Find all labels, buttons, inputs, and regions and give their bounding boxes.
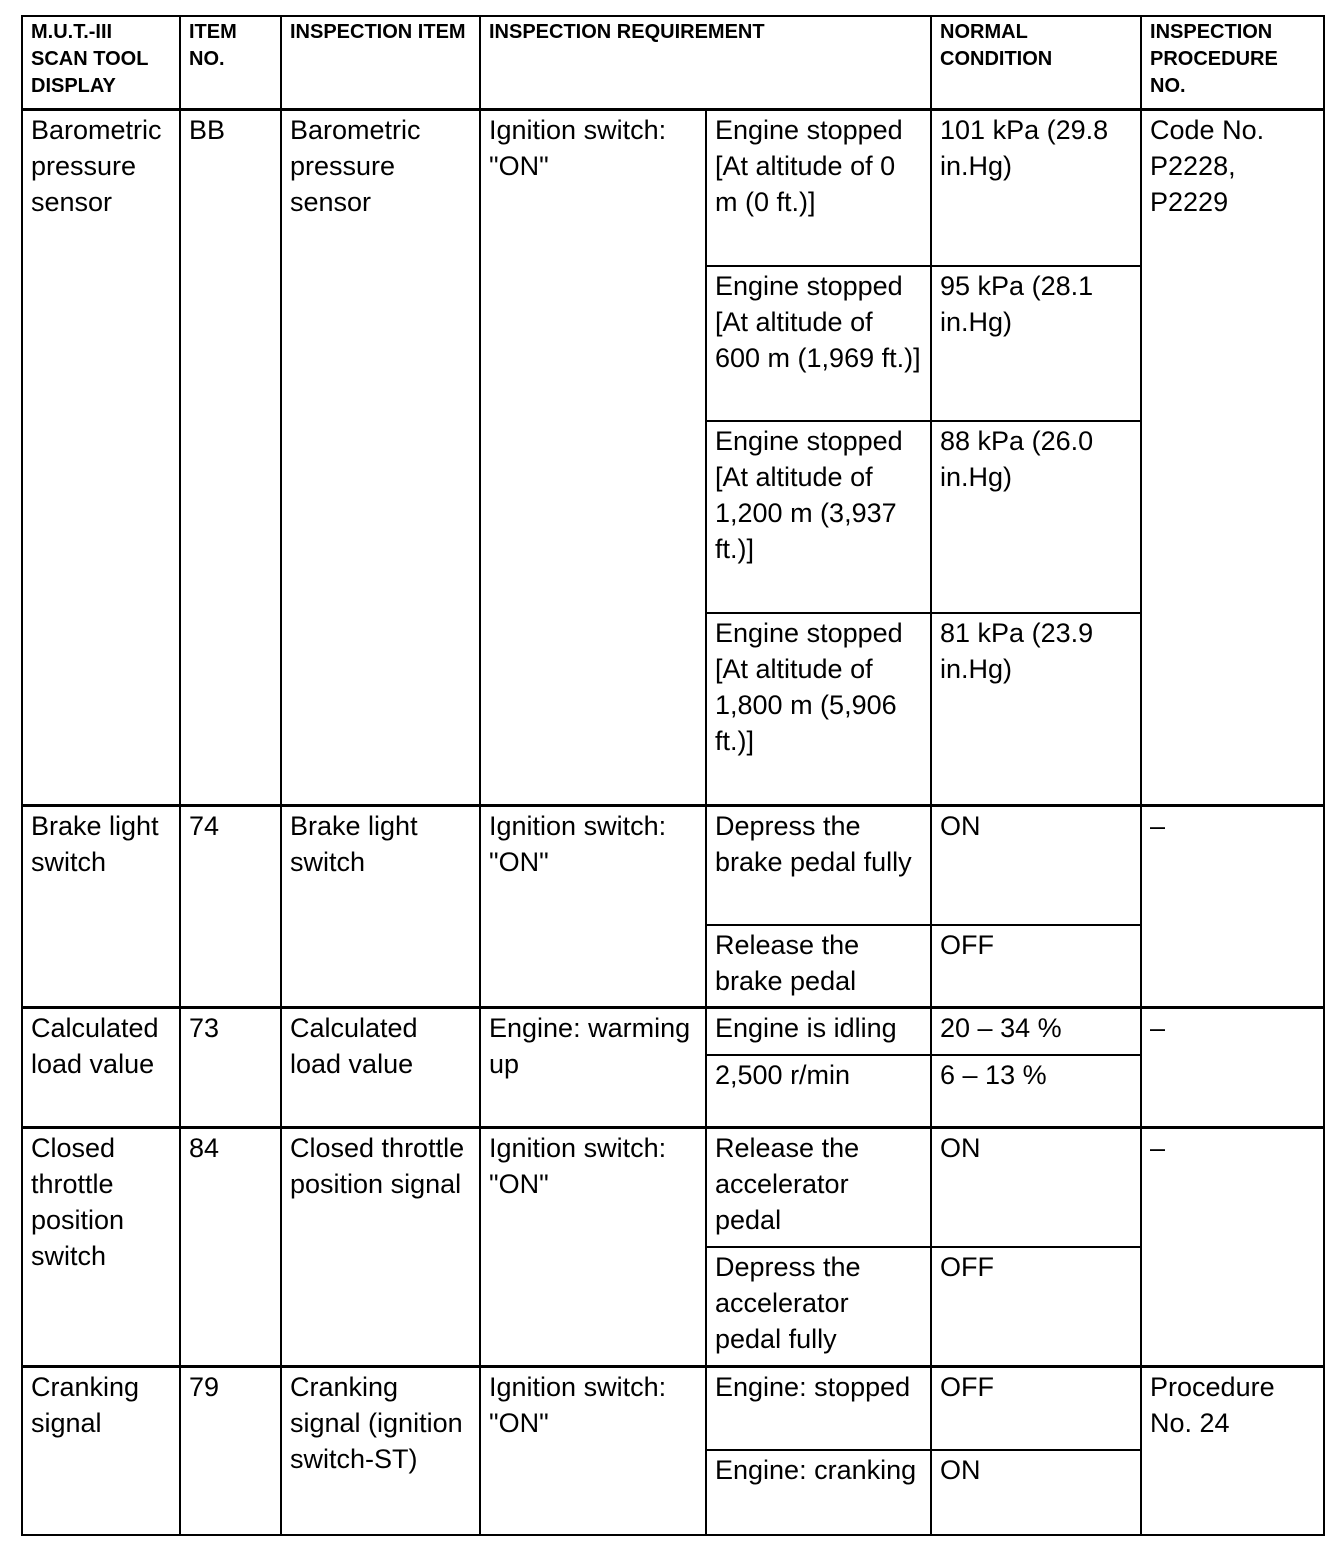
procedure-cell: Code No. P2228, P2229 [1141, 110, 1324, 806]
normal-cell: 20 – 34 % [931, 1008, 1141, 1055]
condition-cell: Engine is idling [706, 1008, 931, 1055]
header-row [22, 16, 1324, 110]
table-row [22, 1128, 1324, 1247]
table-row [22, 806, 1324, 925]
display-cell: Closed throttle position switch [22, 1128, 180, 1367]
display-cell: Calculated load value [22, 1008, 180, 1128]
header-procedure-no: INSPECTION PROCEDURE NO. [1141, 16, 1324, 110]
normal-cell: 95 kPa (28.1 in.Hg) [931, 266, 1141, 421]
condition-cell: Engine stopped [At altitude of 600 m (1,969 ft.)] [706, 266, 931, 421]
requirement-cell: Engine: warming up [480, 1008, 706, 1128]
normal-cell: ON [931, 1128, 1141, 1247]
inspection-item-cell: Cranking signal (ignition switch-ST) [281, 1367, 480, 1535]
table-row [22, 1367, 1324, 1450]
table-row [22, 1008, 1324, 1055]
header-item-no: ITEM NO. [180, 16, 281, 110]
item-no-cell: 84 [180, 1128, 281, 1367]
condition-cell: Depress the accelerator pedal fully [706, 1247, 931, 1367]
item-no-cell: 73 [180, 1008, 281, 1128]
condition-cell: Release the brake pedal [706, 925, 931, 1008]
item-no-cell: 79 [180, 1367, 281, 1535]
inspection-table [21, 15, 1325, 1536]
condition-cell: Engine stopped [At altitude of 1,800 m (5,906 ft.)] [706, 613, 931, 806]
normal-cell: 88 kPa (26.0 in.Hg) [931, 421, 1141, 613]
normal-cell: ON [931, 1450, 1141, 1535]
requirement-cell: Ignition switch: "ON" [480, 806, 706, 1008]
procedure-cell: – [1141, 806, 1324, 1008]
requirement-cell: Ignition switch: "ON" [480, 1128, 706, 1367]
normal-cell: ON [931, 806, 1141, 925]
normal-cell: 101 kPa (29.8 in.Hg) [931, 110, 1141, 266]
requirement-cell: Ignition switch: "ON" [480, 1367, 706, 1535]
header-display: M.U.T.-III SCAN TOOL DISPLAY [22, 16, 180, 110]
item-no-cell: BB [180, 110, 281, 806]
table-row [22, 110, 1324, 266]
normal-cell: OFF [931, 1367, 1141, 1450]
item-no-cell: 74 [180, 806, 281, 1008]
normal-cell: OFF [931, 925, 1141, 1008]
inspection-item-cell: Calculated load value [281, 1008, 480, 1128]
inspection-item-cell: Brake light switch [281, 806, 480, 1008]
procedure-cell: Procedure No. 24 [1141, 1367, 1324, 1535]
procedure-cell: – [1141, 1008, 1324, 1128]
condition-cell: 2,500 r/min [706, 1055, 931, 1128]
requirement-cell: Ignition switch: "ON" [480, 110, 706, 806]
condition-cell: Engine stopped [At altitude of 0 m (0 ft.)] [706, 110, 931, 266]
condition-cell: Release the accelerator pedal [706, 1128, 931, 1247]
procedure-cell: – [1141, 1128, 1324, 1367]
condition-cell: Engine: stopped [706, 1367, 931, 1450]
normal-cell: 6 – 13 % [931, 1055, 1141, 1128]
normal-cell: OFF [931, 1247, 1141, 1367]
inspection-item-cell: Closed throttle position signal [281, 1128, 480, 1367]
display-cell: Brake light switch [22, 806, 180, 1008]
header-inspection-item: INSPECTION ITEM [281, 16, 480, 110]
header-normal-condition: NORMAL CONDITION [931, 16, 1141, 110]
condition-cell: Engine: cranking [706, 1450, 931, 1535]
display-cell: Barometric pressure sensor [22, 110, 180, 806]
condition-cell: Engine stopped [At altitude of 1,200 m (3,937 ft.)] [706, 421, 931, 613]
header-inspection-requirement: INSPECTION REQUIREMENT [480, 16, 931, 110]
inspection-item-cell: Barometric pressure sensor [281, 110, 480, 806]
display-cell: Cranking signal [22, 1367, 180, 1535]
condition-cell: Depress the brake pedal fully [706, 806, 931, 925]
normal-cell: 81 kPa (23.9 in.Hg) [931, 613, 1141, 806]
